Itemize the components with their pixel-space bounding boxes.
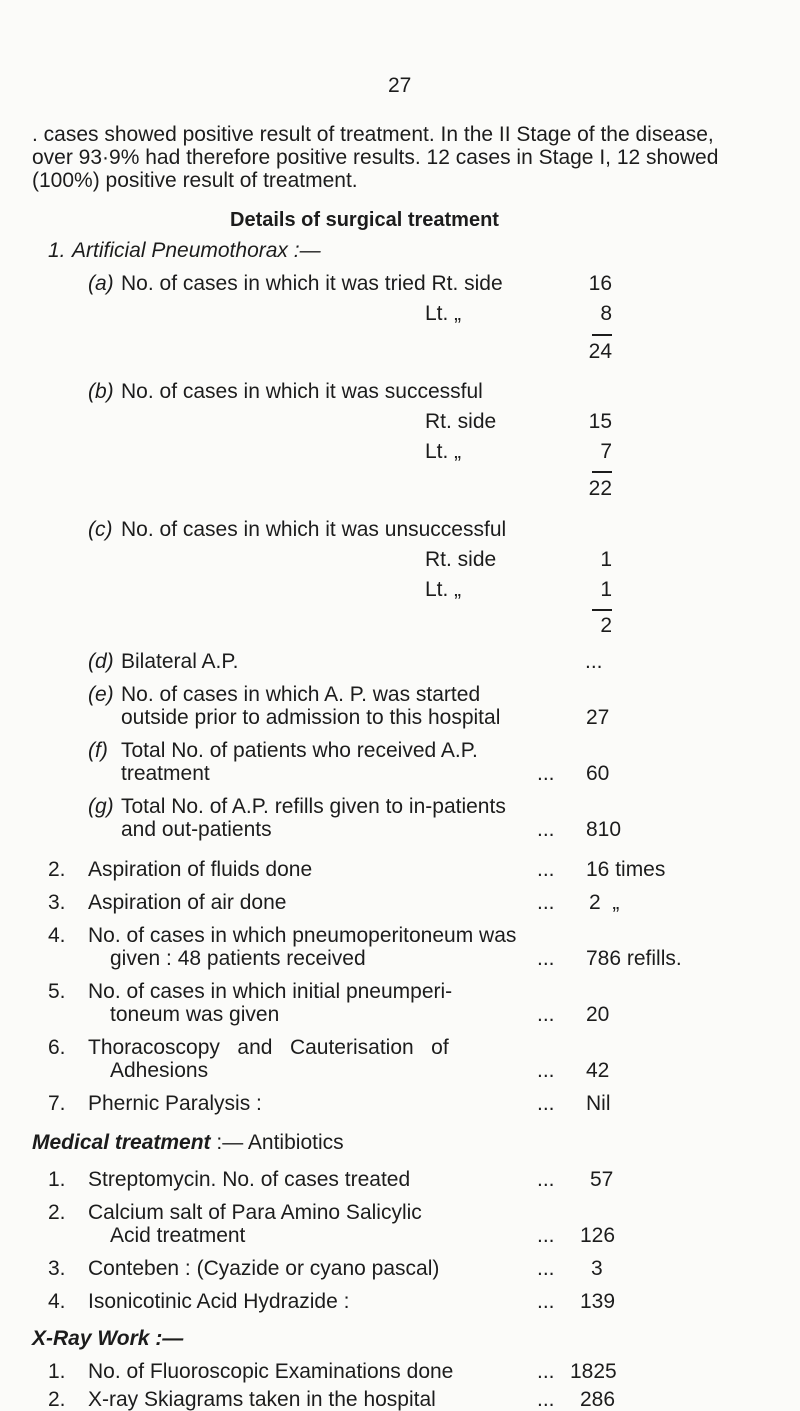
label-c-rt: Rt. side [425, 548, 497, 571]
sub-text-e-2: outside prior to admission to this hospital [121, 706, 501, 729]
leader-dots: ... [537, 818, 555, 841]
sub-label-a: (a) [88, 272, 114, 295]
medical-heading-italic: Medical treatment [32, 1131, 211, 1154]
item-text-cont: Adhesions [110, 1059, 209, 1082]
intro-line-3: (100%) positive result of treatment. [32, 169, 358, 192]
sub-text-e-1: No. of cases in which A. P. was started [121, 683, 481, 706]
item-number: 1. [48, 1360, 66, 1383]
item-value: 2 „ [589, 891, 620, 914]
item-text: Aspiration of air done [88, 891, 287, 914]
item-value: Nil [586, 1092, 611, 1115]
item-number: 4. [48, 924, 66, 947]
sub-text-d: Bilateral A.P. [121, 650, 239, 673]
item-value: 16 times [586, 858, 666, 881]
leader-dots: ... [537, 762, 555, 785]
item-value: 786 refills. [586, 947, 682, 970]
item-number: 1. [48, 1168, 66, 1191]
item-number: 1. [48, 239, 66, 262]
sum-rule [592, 609, 612, 611]
value-b-lt: 7 [600, 440, 612, 463]
value-c-lt: 1 [600, 578, 612, 601]
sub-label-d: (d) [88, 650, 114, 673]
sub-label-g: (g) [88, 795, 114, 818]
leader-dots: ... [537, 1290, 555, 1313]
sub-label-b: (b) [88, 380, 114, 403]
sum-rule [592, 471, 612, 473]
total-c: 2 [600, 614, 612, 637]
sub-text-f-2: treatment [121, 762, 210, 785]
sub-label-e: (e) [88, 683, 114, 706]
item-text: Phernic Paralysis : [88, 1092, 262, 1115]
sub-label-f: (f) [88, 739, 108, 762]
item-text: Aspiration of fluids done [88, 858, 313, 881]
sum-rule [592, 334, 612, 336]
leader-dots: ... [537, 1257, 555, 1280]
item-number: 7. [48, 1092, 66, 1115]
leader-dots: ... [537, 1003, 555, 1026]
leader-dots: ... [537, 1168, 555, 1191]
item-value: 1825 [570, 1360, 617, 1383]
item-number: 2. [48, 1388, 66, 1411]
value-d: ... [585, 650, 603, 673]
intro-line-2: over 93·9% had therefore positive results. 12 cases in Stage I, 12 showed [32, 146, 719, 169]
item-value: 20 [586, 1003, 610, 1026]
item-value: 3 [591, 1257, 603, 1280]
value-b-rt: 15 [588, 410, 612, 433]
leader-dots: ... [537, 1360, 555, 1383]
item-text: X-ray Skiagrams taken in the hospital [88, 1388, 436, 1411]
intro-line-1: . cases showed positive result of treatment. In the II Stage of the disease, [32, 123, 714, 146]
item-text: Thoracoscopy and Cauterisation of [88, 1036, 449, 1059]
sub-text-c: No. of cases in which it was unsuccessful [121, 518, 507, 541]
item-value: 286 [580, 1388, 616, 1411]
section-heading-medical [32, 1131, 344, 1155]
leader-dots: ... [537, 858, 555, 881]
medical-heading-rest: :— Antibiotics [210, 1131, 344, 1154]
label-c-lt: Lt. „ [425, 578, 462, 601]
sub-text-g-2: and out-patients [121, 818, 272, 841]
leader-dots: ... [537, 891, 555, 914]
leader-dots: ... [537, 1092, 555, 1115]
sub-text-g-1: Total No. of A.P. refills given to in-patients [121, 795, 506, 818]
page-number: 27 [388, 74, 412, 97]
leader-dots: ... [537, 1224, 555, 1247]
item-text: Isonicotinic Acid Hydrazide : [88, 1290, 350, 1313]
item-text-cont: given : 48 patients received [110, 947, 366, 970]
item-value: 126 [580, 1224, 616, 1247]
item-number: 2. [48, 858, 66, 881]
sub-text-b: No. of cases in which it was successful [121, 380, 483, 403]
subsection-title: Artificial Pneumothorax :— [72, 239, 321, 262]
item-number: 2. [48, 1201, 66, 1224]
item-value: 139 [580, 1290, 616, 1313]
item-number: 3. [48, 891, 66, 914]
value-g: 810 [586, 818, 622, 841]
item-value: 42 [586, 1059, 610, 1082]
item-number: 5. [48, 980, 66, 1003]
sub-text-f-1: Total No. of patients who received A.P. [121, 739, 478, 762]
value-e: 27 [586, 706, 610, 729]
value-f: 60 [586, 762, 610, 785]
value-c-rt: 1 [600, 548, 612, 571]
item-text: Calcium salt of Para Amino Salicylic [88, 1201, 422, 1224]
item-number: 6. [48, 1036, 66, 1059]
sub-text-a: No. of cases in which it was tried Rt. side [121, 272, 503, 295]
value-a-rt: 16 [588, 272, 612, 295]
section-heading-xray: X-Ray Work :— [32, 1327, 184, 1350]
value-a-lt: 8 [600, 302, 612, 325]
leader-dots: ... [537, 1388, 555, 1411]
item-text: No. of cases in which initial pneumperi- [88, 980, 453, 1003]
item-number: 3. [48, 1257, 66, 1280]
item-text: Streptomycin. No. of cases treated [88, 1168, 411, 1191]
item-value: 57 [590, 1168, 614, 1191]
label-b-rt: Rt. side [425, 410, 497, 433]
item-text: Conteben : (Cyazide or cyano pascal) [88, 1257, 440, 1280]
leader-dots: ... [537, 1059, 555, 1082]
total-a: 24 [588, 340, 612, 363]
leader-dots: ... [537, 947, 555, 970]
item-text-cont: Acid treatment [110, 1224, 246, 1247]
item-text: No. of cases in which pneumoperitoneum was [88, 924, 517, 947]
sub-label-c: (c) [88, 518, 113, 541]
section-heading-surgical: Details of surgical treatment [230, 209, 499, 231]
item-text-cont: toneum was given [110, 1003, 280, 1026]
item-text: No. of Fluoroscopic Examinations done [88, 1360, 454, 1383]
item-number: 4. [48, 1290, 66, 1313]
total-b: 22 [588, 477, 612, 500]
label-b-lt: Lt. „ [425, 440, 462, 463]
label-a-lt: Lt. „ [425, 302, 462, 325]
